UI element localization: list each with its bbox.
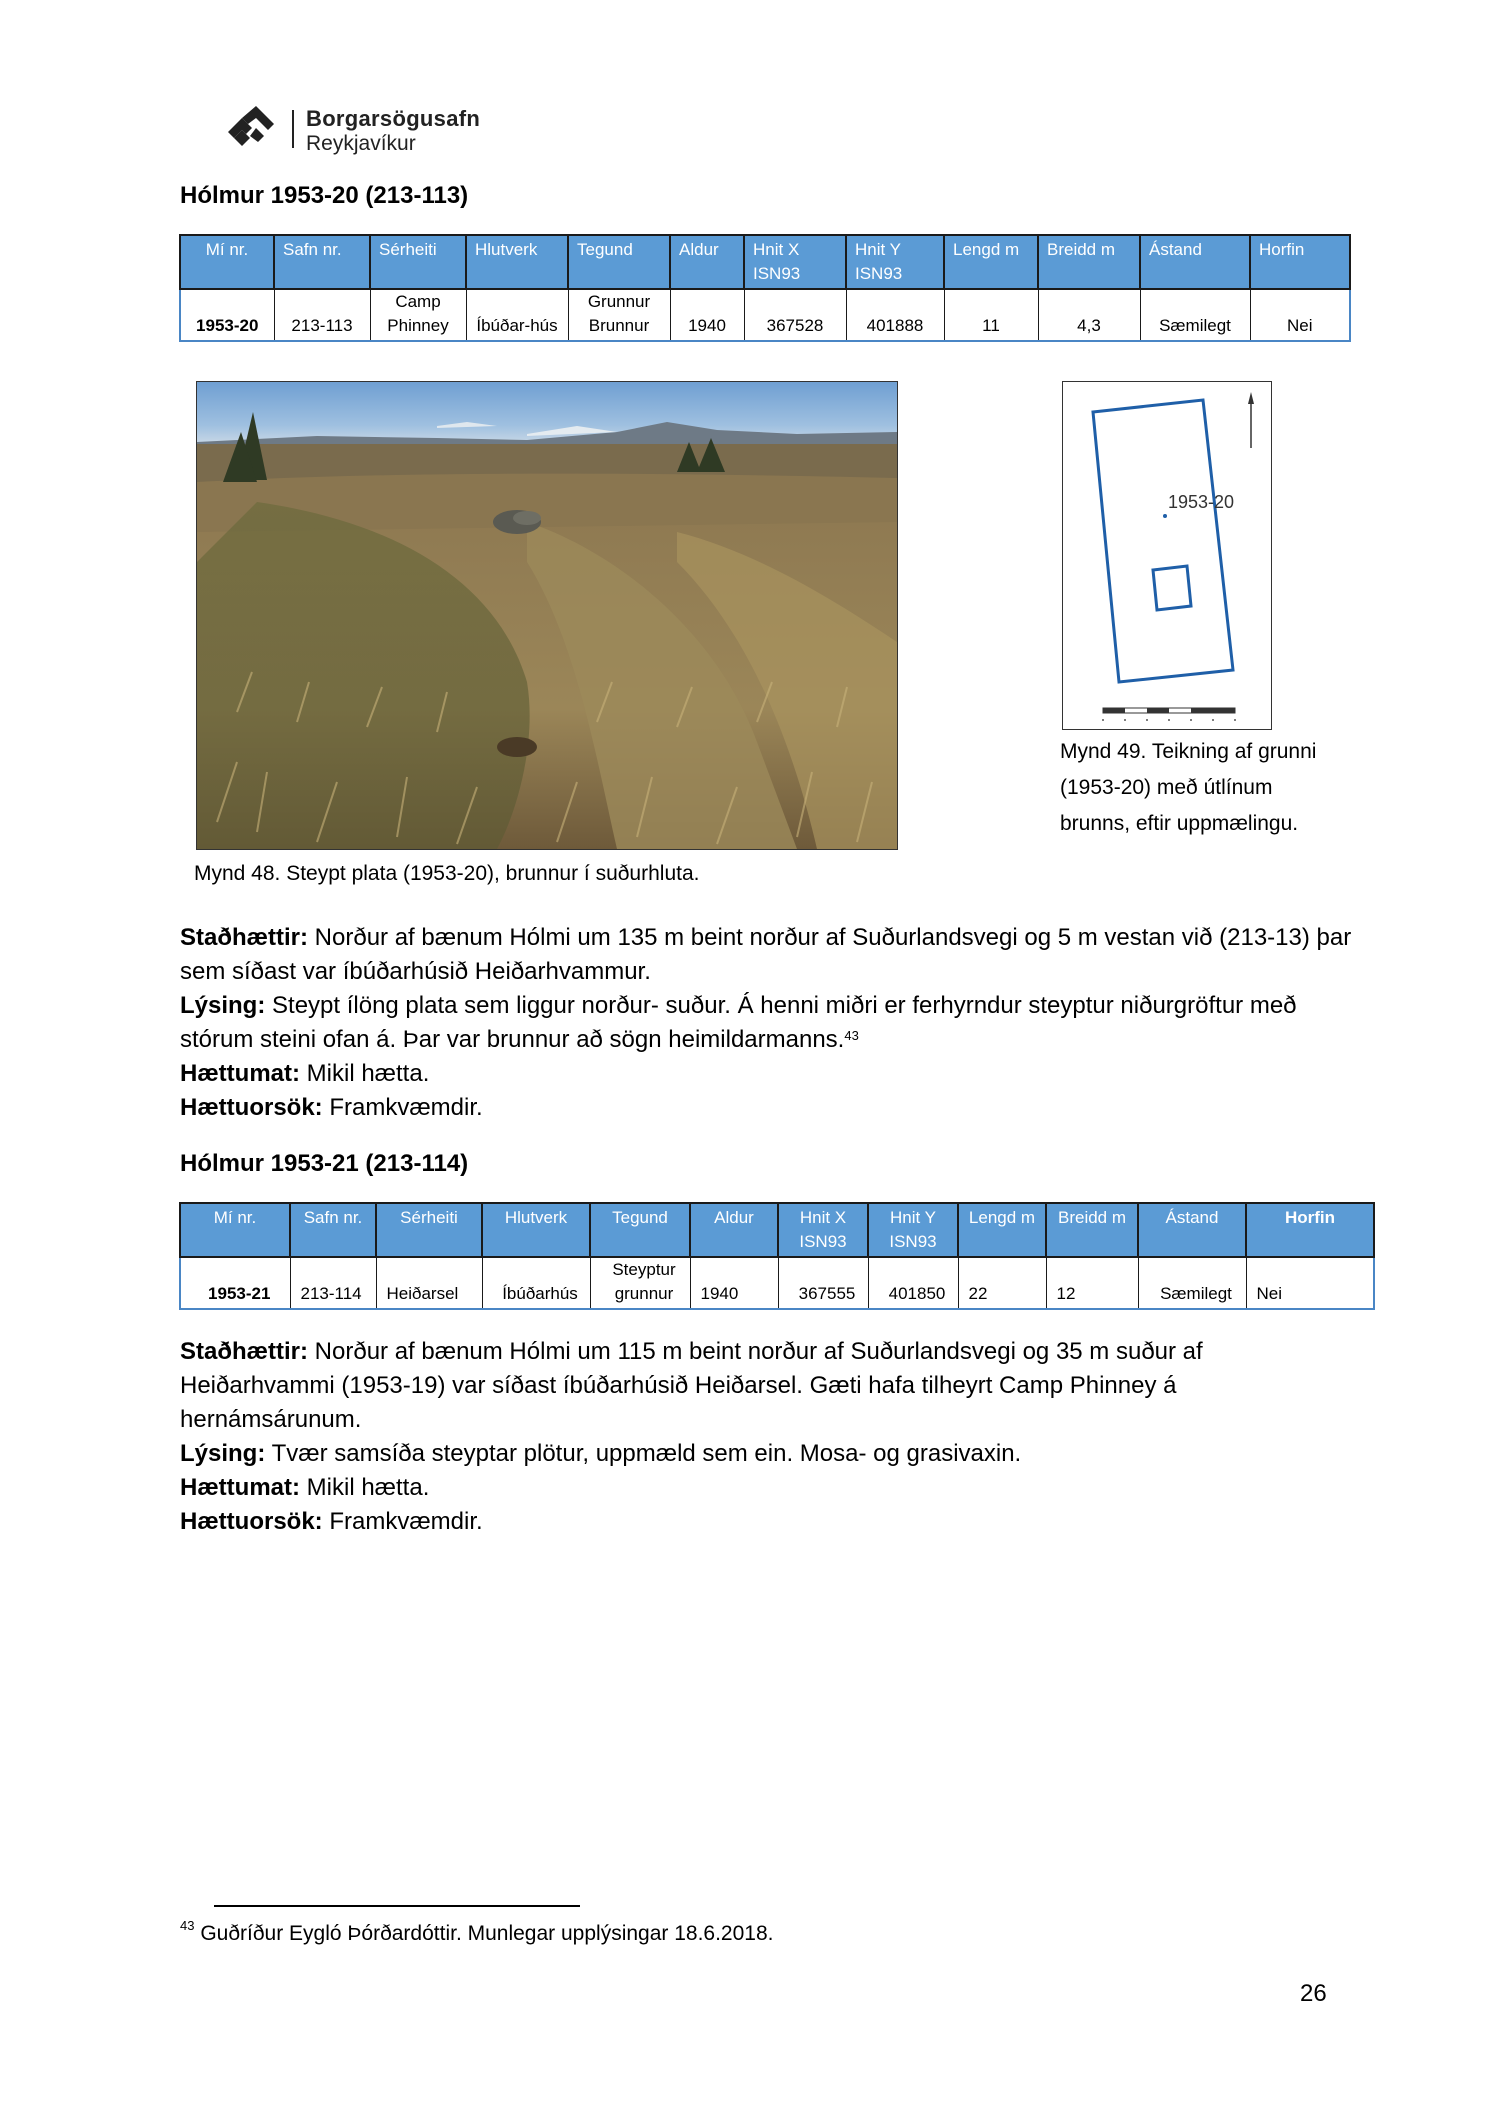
table-cell: 213-114 [290,1257,376,1309]
col-header: Mí nr. [180,1203,290,1257]
table-cell: 401850 [868,1257,958,1309]
haettumat-text: Mikil hætta. [306,1474,430,1501]
col-header: Hnit Y ISN93 [846,235,944,289]
footnote [180,1918,774,1946]
lysing-paragraph [180,989,1360,1057]
table-cell: Sæmilegt [1140,289,1250,341]
stadhaettir-paragraph [180,921,1360,989]
table-cell: Sæmilegt [1138,1257,1246,1309]
table-cell: Heiðarsel [376,1257,482,1309]
site-sketch [1062,381,1272,730]
site-photo [196,381,898,850]
table-cell: Nei [1250,289,1350,341]
table-cell: 1940 [670,289,744,341]
sketch-label: 1953-20 [1168,492,1235,512]
col-header: Sérheiti [370,235,466,289]
logo-divider [292,110,294,148]
col-header: Mí nr. [180,235,274,289]
haettuorsok-text: Framkvæmdir. [329,1508,483,1535]
lysing-paragraph [180,1437,1290,1471]
table-cell: Íbúðar-hús [466,289,568,341]
table-cell: 367555 [778,1257,868,1309]
landscape-photo-image [197,382,897,849]
lysing-label: Lýsing: [180,1440,266,1467]
col-header: Aldur [690,1203,778,1257]
stadhaettir-text: Norður af bænum Hólmi um 135 m beint norður af Suðurlandsvegi og 5 m vestan við (213-13) þar sem síðast var íbúðarhúsið Heiðarhvammur. [180,924,1352,985]
col-header: Sérheiti [376,1203,482,1257]
haettumat-label: Hættumat: [180,1060,300,1087]
stadhaettir-paragraph [180,1335,1290,1437]
photo-caption: Mynd 48. Steypt plata (1953-20), brunnur í suðurhluta. [194,862,700,885]
lysing-text: Steypt ílöng plata sem liggur norður- suður. Á henni miðri er ferhyrndur steyptur niðurgröftur með stórum steini ofan á. Þar var brunnur að sögn heimildarmanns. [180,992,1297,1053]
table-cell: 1940 [690,1257,778,1309]
sketch-caption: Mynd 49. Teikning af grunni (1953-20) með útlínum brunns, eftir uppmælingu. [1060,740,1317,835]
table-cell: 4,3 [1038,289,1140,341]
section1-title: Hólmur 1953-20 (213-113) [180,182,469,209]
haettuorsok-paragraph [180,1091,1360,1125]
table-cell: Grunnur Brunnur [568,289,670,341]
table-cell: 401888 [846,289,944,341]
ground-plan-drawing [1063,382,1271,729]
col-header: Lengd m [944,235,1038,289]
haettuorsok-paragraph [180,1505,1290,1539]
col-header: Safn nr. [290,1203,376,1257]
page-number: 26 [1300,1980,1327,2007]
section2-description [180,1335,1290,1539]
col-header: Tegund [590,1203,690,1257]
col-header: Hnit X ISN93 [744,235,846,289]
col-header: Ástand [1140,235,1250,289]
haettumat-text: Mikil hætta. [306,1060,430,1087]
col-header: Safn nr. [274,235,370,289]
table-header-row [180,1203,1374,1257]
stadhaettir-label: Staðhættir: [180,924,308,951]
table-cell: Íbúðarhús [482,1257,590,1309]
footnote-text: Guðríður Eygló Þórðardóttir. Munlegar upplýsingar 18.6.2018. [200,1922,774,1945]
table-cell: 1953-20 [180,289,274,341]
stadhaettir-label: Staðhættir: [180,1338,308,1365]
museum-logo [228,104,518,160]
col-header: Tegund [568,235,670,289]
table-row [180,289,1350,341]
table-cell: 1953-21 [180,1257,290,1309]
register-table-1953-20 [179,234,1351,342]
col-header: Lengd m [958,1203,1046,1257]
footnote-reference[interactable]: 43 [844,1028,859,1043]
haettuorsok-label: Hættuorsök: [180,1508,323,1535]
logo-subtitle: Reykjavíkur [306,132,416,155]
table-cell: 213-113 [274,289,370,341]
register-table-1953-21 [179,1202,1375,1310]
lysing-label: Lýsing: [180,992,266,1019]
table-header-row [180,235,1350,289]
col-header: Breidd m [1038,235,1140,289]
logo-name: Borgarsögusafn [306,106,481,131]
logo-mark-icon [228,106,286,152]
col-header: Aldur [670,235,744,289]
col-header: Hlutverk [466,235,568,289]
haettumat-paragraph [180,1471,1290,1505]
haettumat-label: Hættumat: [180,1474,300,1501]
stadhaettir-text: Norður af bænum Hólmi um 115 m beint norður af Suðurlandsvegi og 35 m suður af Heiðarhvammi (1953-19) var síðast íbúðarhúsið Heiðarsel. Gæti hafa tilheyrt Camp Phinney á hernámsárunum. [180,1338,1203,1433]
col-header: Hnit X ISN93 [778,1203,868,1257]
col-header: Hnit Y ISN93 [868,1203,958,1257]
table-cell: Nei [1246,1257,1374,1309]
col-header: Breidd m [1046,1203,1138,1257]
col-header: Horfin [1250,235,1350,289]
col-header: Horfin [1246,1203,1374,1257]
table-cell: 12 [1046,1257,1138,1309]
lysing-text: Tvær samsíða steyptar plötur, uppmæld sem ein. Mosa- og grasivaxin. [271,1440,1022,1467]
table-row [180,1257,1374,1309]
haettuorsok-label: Hættuorsök: [180,1094,323,1121]
footnote-separator [214,1905,580,1907]
haettuorsok-text: Framkvæmdir. [329,1094,483,1121]
col-header: Ástand [1138,1203,1246,1257]
table-cell: 22 [958,1257,1046,1309]
haettumat-paragraph [180,1057,1360,1091]
col-header: Hlutverk [482,1203,590,1257]
section2-title: Hólmur 1953-21 (213-114) [180,1150,469,1177]
footnote-number: 43 [180,1918,195,1933]
table-cell: 11 [944,289,1038,341]
section1-description [180,921,1360,1125]
table-cell: Steyptur grunnur [590,1257,690,1309]
table-cell: Camp Phinney [370,289,466,341]
table-cell: 367528 [744,289,846,341]
